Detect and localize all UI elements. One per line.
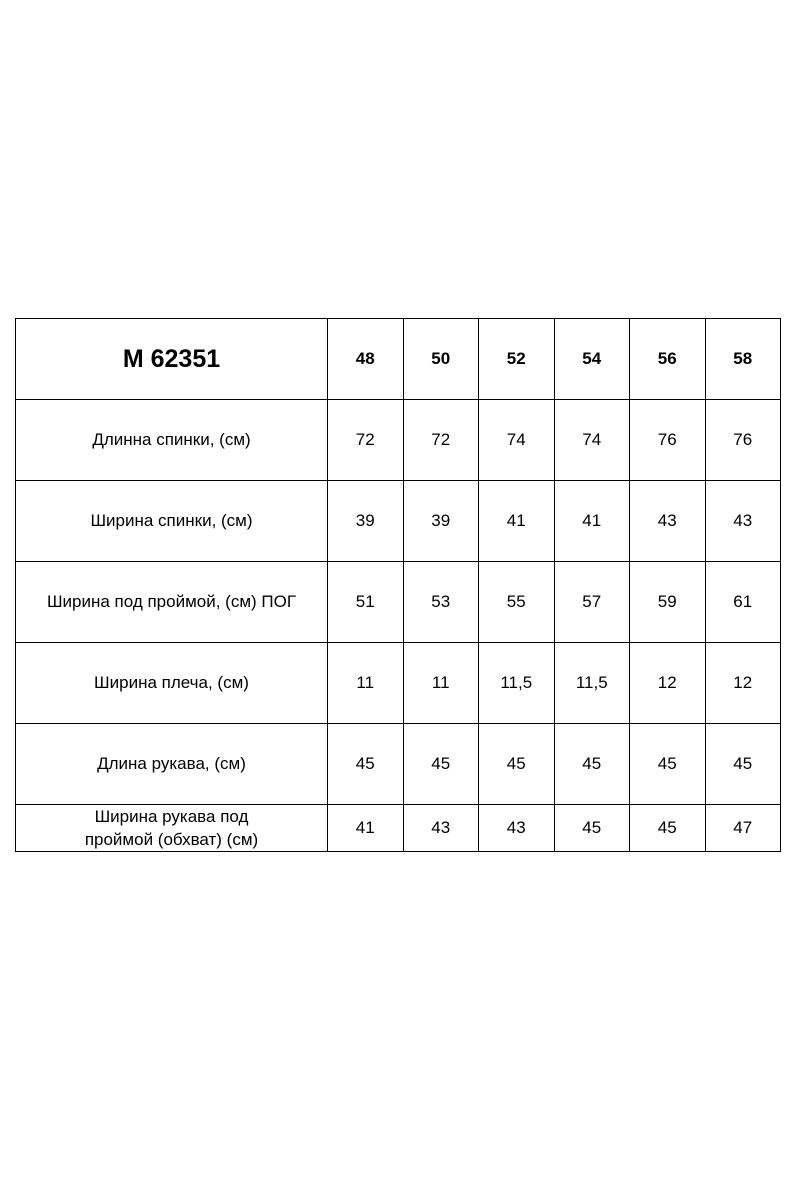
table-row	[16, 481, 781, 562]
measurement-value: 74	[554, 400, 630, 481]
measurement-value: 72	[403, 400, 479, 481]
measurement-value: 11	[403, 643, 479, 724]
measurement-value: 45	[328, 724, 404, 805]
measurement-label-line: Ширина рукава под	[94, 807, 249, 826]
measurement-label: Длинна спинки, (см)	[16, 400, 328, 481]
measurement-value: 74	[479, 400, 555, 481]
table-row	[16, 724, 781, 805]
model-number: М 62351	[16, 319, 328, 400]
size-header: 48	[328, 319, 404, 400]
size-header: 56	[630, 319, 706, 400]
measurement-value: 53	[403, 562, 479, 643]
measurement-value: 12	[630, 643, 706, 724]
size-header: 50	[403, 319, 479, 400]
measurement-value: 11,5	[554, 643, 630, 724]
size-header: 54	[554, 319, 630, 400]
measurement-value: 45	[630, 805, 706, 852]
measurement-value: 41	[554, 481, 630, 562]
measurement-value: 76	[630, 400, 706, 481]
size-chart-table	[15, 318, 781, 852]
measurement-value: 43	[479, 805, 555, 852]
measurement-label: Ширина спинки, (см)	[16, 481, 328, 562]
measurement-value: 45	[705, 724, 781, 805]
table-row	[16, 643, 781, 724]
measurement-label	[16, 805, 328, 852]
measurement-value: 57	[554, 562, 630, 643]
measurement-value: 39	[328, 481, 404, 562]
measurement-value: 11	[328, 643, 404, 724]
measurement-value: 55	[479, 562, 555, 643]
measurement-value: 47	[705, 805, 781, 852]
measurement-value: 39	[403, 481, 479, 562]
measurement-value: 45	[554, 724, 630, 805]
measurement-value: 45	[479, 724, 555, 805]
header-row	[16, 319, 781, 400]
measurement-label: Ширина под проймой, (см) ПОГ	[16, 562, 328, 643]
measurement-value: 61	[705, 562, 781, 643]
measurement-label: Ширина плеча, (см)	[16, 643, 328, 724]
measurement-value: 51	[328, 562, 404, 643]
measurement-value: 12	[705, 643, 781, 724]
measurement-value: 76	[705, 400, 781, 481]
size-header: 52	[479, 319, 555, 400]
measurement-value: 11,5	[479, 643, 555, 724]
measurement-value: 43	[630, 481, 706, 562]
table-row	[16, 805, 781, 852]
measurement-label-line: проймой (обхват) (см)	[84, 830, 259, 849]
measurement-value: 45	[403, 724, 479, 805]
measurement-value: 41	[479, 481, 555, 562]
measurement-value: 72	[328, 400, 404, 481]
measurement-value: 59	[630, 562, 706, 643]
measurement-label: Длина рукава, (см)	[16, 724, 328, 805]
measurement-value: 45	[630, 724, 706, 805]
measurement-value: 45	[554, 805, 630, 852]
table-row	[16, 562, 781, 643]
measurement-value: 41	[328, 805, 404, 852]
measurement-value: 43	[705, 481, 781, 562]
size-header: 58	[705, 319, 781, 400]
measurement-value: 43	[403, 805, 479, 852]
table-row	[16, 400, 781, 481]
